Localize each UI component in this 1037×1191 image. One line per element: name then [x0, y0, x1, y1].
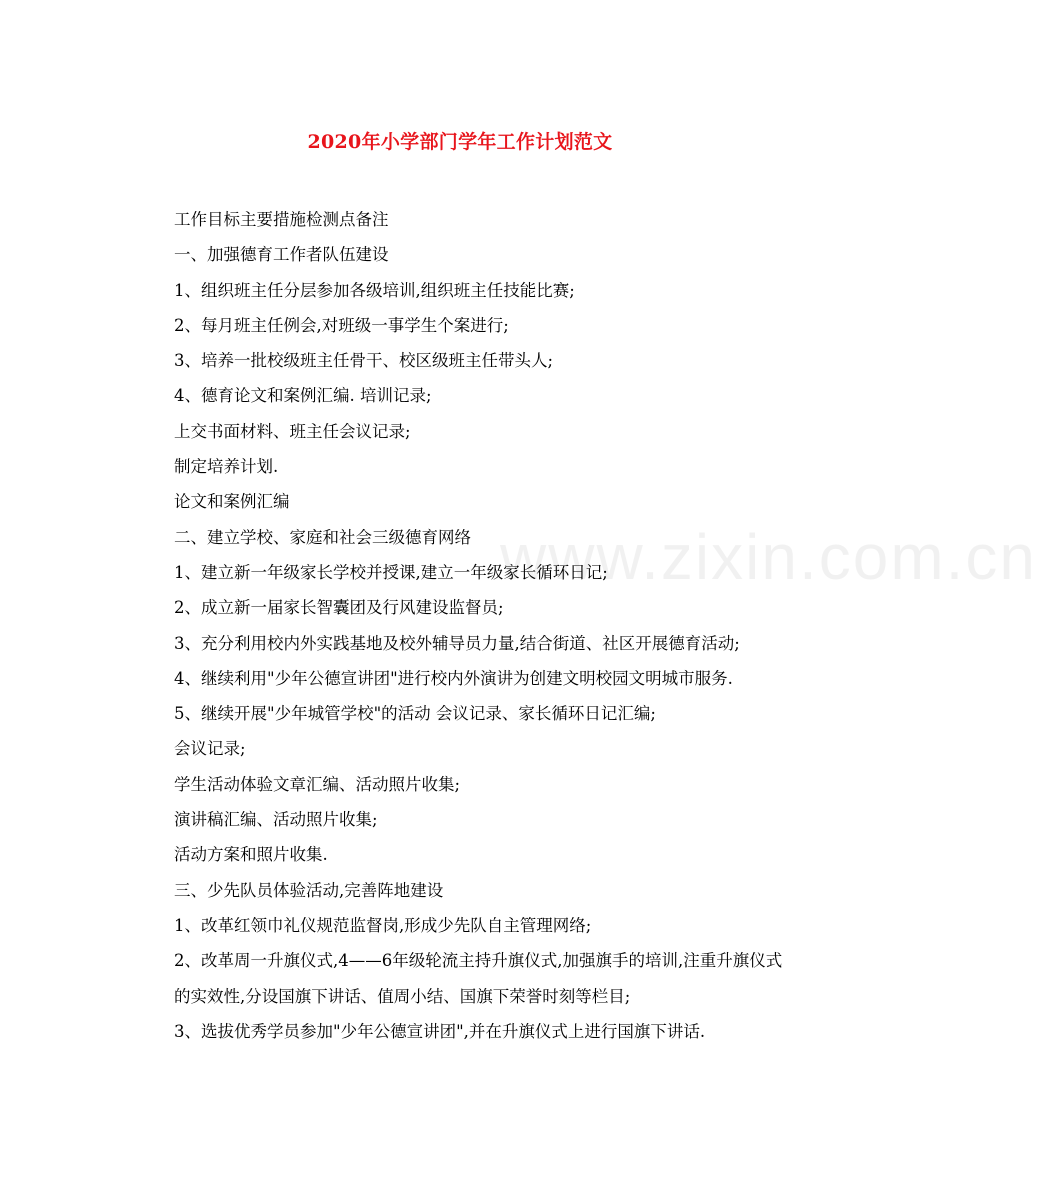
paragraph: 学生活动体验文章汇编、活动照片收集; — [174, 774, 461, 794]
paragraph: 制定培养计划. — [174, 457, 279, 477]
paragraph: 3、充分利用校内外实践基地及校外辅导员力量,结合街道、社区开展德育活动; — [174, 633, 740, 653]
paragraph: 1、改革红领巾礼仪规范监督岗,形成少先队自主管理网络; — [174, 915, 592, 935]
paragraph: 论文和案例汇编 — [174, 492, 290, 512]
paragraph: 演讲稿汇编、活动照片收集; — [174, 810, 378, 830]
paragraph: 会议记录; — [174, 739, 246, 759]
paragraph: 4、德育论文和案例汇编. 培训记录; — [174, 386, 432, 406]
paragraph: 2、改革周一升旗仪式,4——6年级轮流主持升旗仪式,加强旗手的培训,注重升旗仪式的实效性,分设国旗下讲话、值周小结、国旗下荣誉时刻等栏目; — [174, 951, 783, 1006]
watermark: www.zixin.com.cn — [500, 521, 1037, 593]
paragraph: 活动方案和照片收集. — [174, 845, 328, 865]
section-heading: 一、加强德育工作者队伍建设 — [174, 245, 389, 265]
paragraph: 4、继续利用"少年公德宣讲团"进行校内外演讲为创建文明校园文明城市服务. — [174, 668, 733, 688]
paragraph: 上交书面材料、班主任会议记录; — [174, 421, 411, 441]
paragraph: 5、继续开展"少年城管学校"的活动 会议记录、家长循环日记汇编; — [174, 704, 656, 724]
document-title: 2020年小学部门学年工作计划范文 — [307, 131, 613, 153]
paragraph: 2、成立新一届家长智囊团及行风建设监督员; — [174, 598, 504, 618]
paragraph: 2、每月班主任例会,对班级一事学生个案进行; — [174, 315, 509, 335]
paragraph: 1、建立新一年级家长学校并授课,建立一年级家长循环日记; — [174, 562, 608, 582]
section-heading: 三、少先队员体验活动,完善阵地建设 — [174, 880, 444, 900]
paragraph: 工作目标主要措施检测点备注 — [174, 210, 389, 229]
section-heading: 二、建立学校、家庭和社会三级德育网络 — [174, 527, 471, 547]
paragraph: 3、培养一批校级班主任骨干、校区级班主任带头人; — [174, 351, 554, 371]
paragraph: 1、组织班主任分层参加各级培训,组织班主任技能比赛; — [174, 280, 575, 300]
paragraph: 3、选拔优秀学员参加"少年公德宣讲团",并在升旗仪式上进行国旗下讲话. — [174, 1021, 706, 1041]
document-body — [138, 202, 788, 1049]
